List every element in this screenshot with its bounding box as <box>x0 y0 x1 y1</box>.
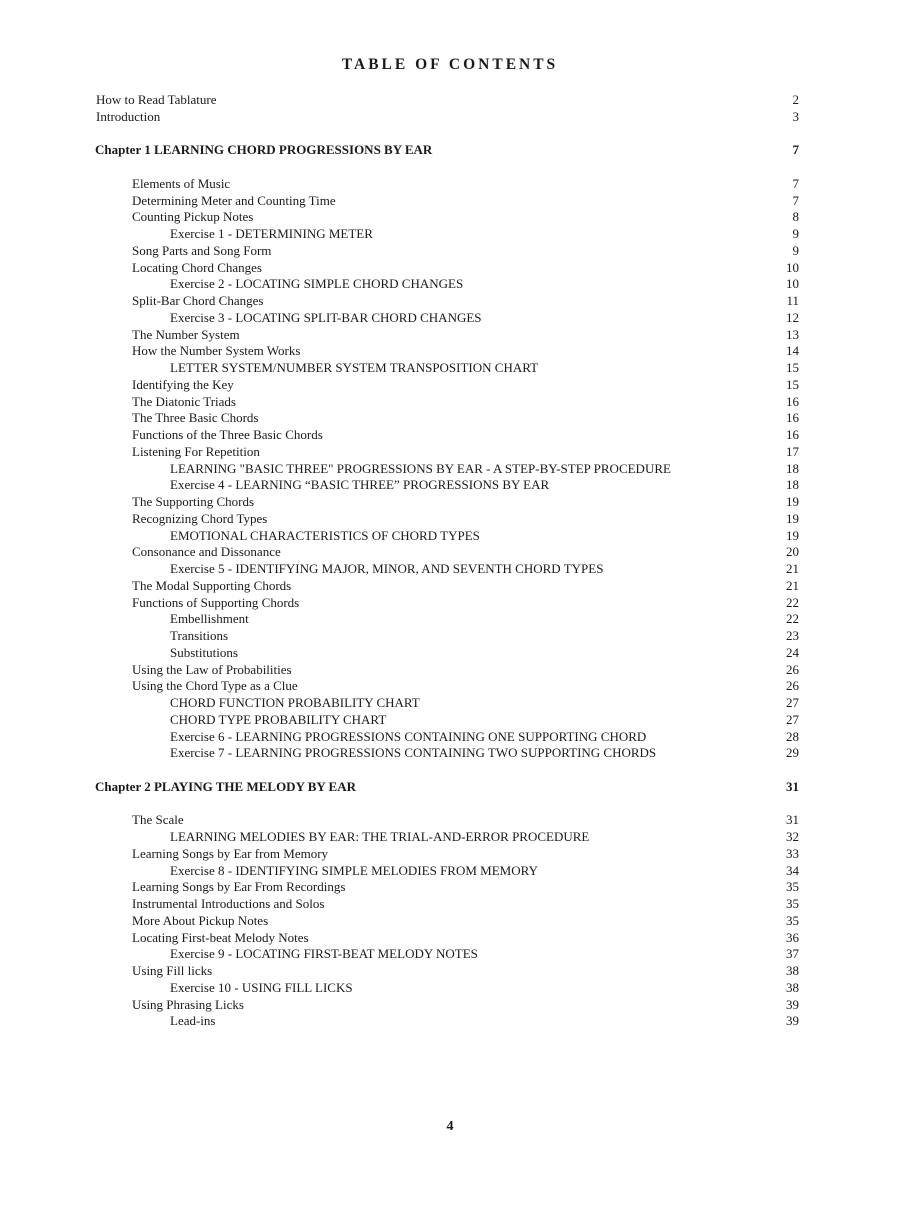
toc-subentry <box>0 310 900 327</box>
toc-entry-page: 26 <box>786 678 799 694</box>
spacer <box>0 796 900 813</box>
toc-entry <box>0 879 900 896</box>
toc-entry-title: Learning Songs by Ear from Memory <box>132 845 329 861</box>
toc-entry-title: Song Parts and Song Form <box>132 242 272 258</box>
toc-entry <box>0 812 900 829</box>
toc-entry-page: 20 <box>786 544 799 560</box>
toc-entry-title: Split-Bar Chord Changes <box>132 293 264 308</box>
toc-entry-page: 15 <box>786 360 799 375</box>
toc-entry-title: More About Pickup Notes <box>132 912 269 928</box>
toc-entry-title: LETTER SYSTEM/NUMBER SYSTEM TRANSPOSITION CHART <box>170 360 539 375</box>
toc-entry-title: The Modal Supporting Chords <box>132 577 292 593</box>
toc-entry-title: Learning Songs by Ear From Recordings <box>132 879 346 895</box>
toc-entry-title: The Scale <box>132 812 184 828</box>
toc-entry-title: Recognizing Chord Types <box>132 510 268 526</box>
toc-entry-title: How the Number System Works <box>132 343 301 359</box>
toc-entry <box>0 327 900 344</box>
toc-entry-title: How to Read Tablature <box>96 92 217 107</box>
toc-subentry <box>0 1013 900 1030</box>
toc-entry-title: Identifying the Key <box>132 376 234 392</box>
toc-entry <box>0 595 900 612</box>
toc-subentry <box>0 829 900 846</box>
toc-entry-page: 16 <box>786 427 799 442</box>
toc-entry <box>0 896 900 913</box>
toc-entry-page: 37 <box>786 946 799 962</box>
toc-entry-page: 15 <box>786 376 799 392</box>
toc-entry-page: 16 <box>786 410 799 426</box>
toc-entry-page: 17 <box>786 443 799 459</box>
toc-entry-page: 39 <box>786 996 799 1012</box>
toc-entry-title: The Number System <box>132 326 240 342</box>
toc-subentry <box>0 360 900 377</box>
toc-subentry <box>0 980 900 997</box>
toc-entry-page: 3 <box>792 108 799 124</box>
toc-entry-title: Consonance and Dissonance <box>132 544 281 560</box>
toc-entry-title: Instrumental Introductions and Solos <box>132 896 325 911</box>
toc-entry-title: Exercise 4 - LEARNING “BASIC THREE” PROGRESSIONS BY EAR <box>170 477 550 493</box>
toc-entry-page: 22 <box>786 594 799 610</box>
toc-entry-page: 9 <box>792 242 799 258</box>
spacer <box>0 159 900 176</box>
toc-entry-title: Exercise 2 - LOCATING SIMPLE CHORD CHANGES <box>170 276 464 292</box>
toc-entry-title: Using the Chord Type as a Clue <box>132 678 298 694</box>
toc-entry <box>0 293 900 310</box>
toc-entry <box>0 427 900 444</box>
toc-entry-page: 10 <box>786 276 799 292</box>
toc-entry-page: 27 <box>786 695 799 710</box>
toc-entry-title: Listening For Repetition <box>132 443 260 459</box>
toc-entry <box>0 997 900 1014</box>
toc-entry <box>0 394 900 411</box>
toc-entry-title: Determining Meter and Counting Time <box>132 192 336 208</box>
toc-entry-page: 21 <box>786 561 799 576</box>
toc-entry-page: 34 <box>786 862 799 878</box>
toc-entry-page: 12 <box>786 309 799 325</box>
toc-subentry <box>0 628 900 645</box>
page-number: 4 <box>446 1119 454 1134</box>
toc-entry-page: 7 <box>792 142 799 158</box>
toc-entry-title: LEARNING MELODIES BY EAR: THE TRIAL-AND-ERROR PROCEDURE <box>170 829 590 844</box>
toc-entry-title: Lead-ins <box>170 1013 216 1029</box>
toc-entry-title: Exercise 6 - LEARNING PROGRESSIONS CONTAINING ONE SUPPORTING CHORD <box>170 728 647 744</box>
toc-entry-page: 24 <box>786 644 799 660</box>
toc-entry-title: Elements of Music <box>132 175 231 191</box>
toc-entry-page: 23 <box>786 628 799 643</box>
toc-entry-title: Functions of Supporting Chords <box>132 594 300 610</box>
toc-subentry <box>0 528 900 545</box>
toc-entry <box>0 209 900 226</box>
toc-entry-title: Using Phrasing Licks <box>132 996 244 1012</box>
toc-entry-title: Exercise 10 - USING FILL LICKS <box>170 979 353 995</box>
toc-entry-title: Embellishment <box>170 611 249 627</box>
toc-entry-page: 33 <box>786 845 799 861</box>
toc-entry-title: The Supporting Chords <box>132 494 255 509</box>
toc-entry-page: 19 <box>786 510 799 526</box>
toc-entry-title: Introduction <box>96 108 161 124</box>
toc-entry-page: 9 <box>792 226 799 241</box>
toc-entry-page: 13 <box>786 326 799 342</box>
toc-entry-page: 16 <box>786 393 799 409</box>
toc-entry-page: 35 <box>786 896 799 911</box>
toc-subentry <box>0 745 900 762</box>
toc-entry-page: 19 <box>786 494 799 509</box>
toc-entry-page: 39 <box>786 1013 799 1029</box>
toc-entry-page: 31 <box>786 778 799 794</box>
toc-entry-title: LEARNING "BASIC THREE" PROGRESSIONS BY EAR - A STEP-BY-STEP PROCEDURE <box>170 460 671 476</box>
toc-entry-title: Using the Law of Probabilities <box>132 661 292 677</box>
toc-entry-title: Transitions <box>170 628 229 643</box>
toc-subentry <box>0 561 900 578</box>
toc-entry-page: 26 <box>786 661 799 677</box>
chapter-heading <box>0 142 900 159</box>
toc-entry-page: 8 <box>792 209 799 225</box>
toc-entry-page: 35 <box>786 912 799 928</box>
toc-entry-title: CHORD FUNCTION PROBABILITY CHART <box>170 695 420 710</box>
front-matter-entry <box>0 109 900 126</box>
spacer <box>0 126 900 143</box>
toc-subentry <box>0 645 900 662</box>
toc-entry-page: 21 <box>786 577 799 593</box>
toc-entry-title: Exercise 7 - LEARNING PROGRESSIONS CONTAINING TWO SUPPORTING CHORDS <box>170 745 657 761</box>
toc-entry <box>0 260 900 277</box>
toc-entry <box>0 494 900 511</box>
toc-entry-title: Exercise 1 - DETERMINING METER <box>170 226 373 241</box>
toc-entry-title: Substitutions <box>170 644 238 660</box>
toc-entry-title: CHORD TYPE PROBABILITY CHART <box>170 711 387 727</box>
toc-entry-title: Exercise 9 - LOCATING FIRST-BEAT MELODY NOTES <box>170 946 478 962</box>
toc-entry-title: Chapter 1 LEARNING CHORD PROGRESSIONS BY EAR <box>95 142 433 158</box>
toc-entry <box>0 410 900 427</box>
toc-entry-page: 11 <box>786 293 799 308</box>
toc-entry-title: Chapter 2 PLAYING THE MELODY BY EAR <box>95 778 356 794</box>
toc-subentry <box>0 695 900 712</box>
toc-entry <box>0 193 900 210</box>
toc-entry <box>0 377 900 394</box>
spacer <box>0 762 900 779</box>
toc-entry-page: 31 <box>786 812 799 828</box>
toc-subentry <box>0 226 900 243</box>
toc-entry <box>0 913 900 930</box>
toc-entry-page: 2 <box>792 92 799 107</box>
toc-entry-page: 22 <box>786 611 799 627</box>
toc-entry-title: Exercise 3 - LOCATING SPLIT-BAR CHORD CHANGES <box>170 309 482 325</box>
toc-entry-title: Locating First-beat Melody Notes <box>132 929 309 945</box>
toc-entry-title: Exercise 8 - IDENTIFYING SIMPLE MELODIES FROM MEMORY <box>170 862 538 878</box>
toc-entry-title: The Diatonic Triads <box>132 393 236 409</box>
toc-entry-page: 18 <box>786 477 799 493</box>
toc-entry-page: 28 <box>786 728 799 744</box>
toc-subentry <box>0 712 900 729</box>
toc-entry-title: Exercise 5 - IDENTIFYING MAJOR, MINOR, AND SEVENTH CHORD TYPES <box>170 561 604 576</box>
toc-entry-page: 19 <box>786 527 799 543</box>
toc-subentry <box>0 729 900 746</box>
front-matter-entry <box>0 92 900 109</box>
toc-entry <box>0 511 900 528</box>
toc-entry-title: Using Fill licks <box>132 963 213 978</box>
toc-entry <box>0 662 900 679</box>
toc-entry-page: 38 <box>786 979 799 995</box>
toc-subentry <box>0 276 900 293</box>
toc-entry <box>0 176 900 193</box>
page-title: TABLE OF CONTENTS <box>341 56 559 73</box>
toc-entry-title: Counting Pickup Notes <box>132 209 254 225</box>
toc-entry <box>0 243 900 260</box>
toc-entry <box>0 444 900 461</box>
toc-subentry <box>0 946 900 963</box>
toc-entry <box>0 544 900 561</box>
toc-entry-page: 18 <box>786 460 799 476</box>
toc-entry-page: 14 <box>786 343 799 359</box>
toc-entry-page: 35 <box>786 879 799 895</box>
toc-subentry <box>0 477 900 494</box>
toc-entry <box>0 963 900 980</box>
toc-entry-page: 32 <box>786 829 799 844</box>
toc-entry-title: The Three Basic Chords <box>132 410 259 426</box>
toc-entry <box>0 678 900 695</box>
toc-entry-page: 38 <box>786 963 799 978</box>
toc-entry <box>0 930 900 947</box>
toc-entry <box>0 846 900 863</box>
toc-entry <box>0 578 900 595</box>
toc-subentry <box>0 461 900 478</box>
toc-entry-page: 27 <box>786 711 799 727</box>
toc-entry-title: Locating Chord Changes <box>132 259 262 275</box>
toc-entry-page: 36 <box>786 929 799 945</box>
toc-entry <box>0 343 900 360</box>
toc-entry-page: 10 <box>786 259 799 275</box>
toc-entry-title: Functions of the Three Basic Chords <box>132 427 323 442</box>
toc-subentry <box>0 863 900 880</box>
chapter-heading <box>0 779 900 796</box>
toc-entry-page: 29 <box>786 745 799 761</box>
table-of-contents <box>0 92 900 1030</box>
toc-entry-page: 7 <box>792 192 799 208</box>
toc-subentry <box>0 611 900 628</box>
toc-entry-page: 7 <box>792 175 799 191</box>
toc-entry-title: EMOTIONAL CHARACTERISTICS OF CHORD TYPES <box>170 527 480 543</box>
